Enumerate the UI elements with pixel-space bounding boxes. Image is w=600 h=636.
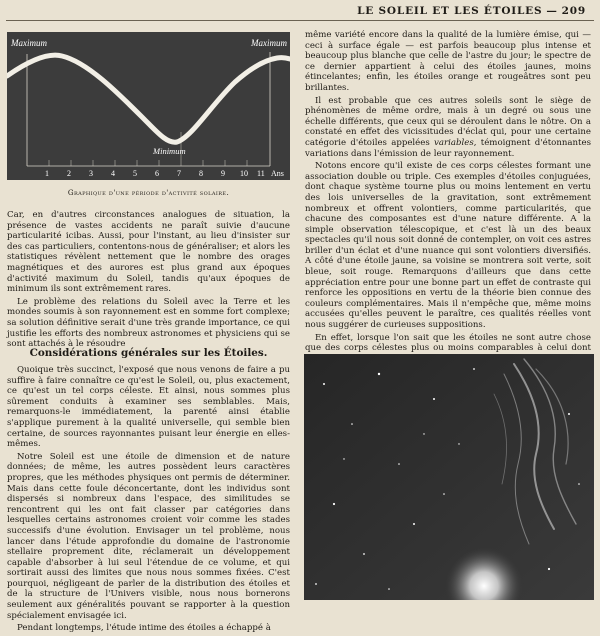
left-column-top xyxy=(7,210,290,352)
tick-6: 6 xyxy=(155,169,159,178)
header-separator: — xyxy=(546,5,558,17)
tick-5: 5 xyxy=(133,169,137,178)
paragraph: Notre Soleil est une étoile de dimension et de nature données; de même, les autres possèdent leurs caractères propres, que les méthodes physiques ont permis de déterminer. Mais dans cette foule déconcertante, dont les individus sont dispersés si nombreux dans l'espace, des similitudes se rencontrent qui les ont fait classer par catégories dans lesquelles certains astronomes croient voir comme les stades successifs d'une évolution. Envisager un tel problème, nous lancer dans l'étude approfondie du domaine de l'astronomie stellaire proprement dite, réclamerait un développement capable d'absorber à lui seul l'étendue de ce volume, et qui sortirait aussi des limites que nous nous sommes fixées. C'est pourquoi, négligeant de parler de la distribution des étoiles et de la structure de l'Univers visible, nous nous bornerons seulement aux généralités pouvant se rapporter à la question spécialement envisagée ici. xyxy=(7,451,290,621)
tick-years: Ans xyxy=(271,169,284,178)
left-column-bottom xyxy=(7,365,290,636)
paragraph xyxy=(305,96,591,160)
min-label: Minimum xyxy=(153,146,186,156)
section-heading: Considérations générales sur les Étoiles. xyxy=(29,347,268,359)
nebula-photograph xyxy=(304,354,594,600)
paragraph: Notons encore qu'il existe de ces corps célestes formant une association double ou triple. Ces exemples d'étoiles conjuguées, dont chaque système tourne plus ou moins lentement en vertu des lois universelles de la gravitation, sont extrêmement nombreux et offrent volontiers, comme particularités, que chacune des composantes est d'une nature différente. A la simple observation télescopique, et c'est là un des beaux spectacles qu'il nous soit donné de contempler, on voit ces astres briller d'un éclat et d'une nuance qui sont volontiers diversifiés. A côté d'une étoile jaune, sa voisine se montrera soit verte, soit bleue, soit rouge. Remarquons d'ailleurs que dans cette appréciation entre pour une bonne part un effet de contraste qui renforce les oppositions en vertu de la théorie bien connue des couleurs complémentaires. Mais il n'empêche que, même moins accusées qu'elles peuvent le paraître, ces qualités réelles vont nous suggérer de curieuses suppositions. xyxy=(305,161,591,331)
figure-caption: Graphique d'une période d'activité solaire. xyxy=(67,188,230,197)
running-header xyxy=(300,5,586,17)
paragraph-part: , témoignent d'étonnantes variations dans l'émission de leur rayonnement. xyxy=(305,137,592,159)
max-label-left: Maximum xyxy=(11,38,47,48)
paragraph: Le problème des relations du Soleil avec la Terre et les mondes soumis à son rayonnement est en somme fort complexe; sa solution définitive serait d'une très grande importance, ce qui justifie les efforts des nombreux astronomes et physiciens qui se sont attachés à le résoudre xyxy=(7,296,290,350)
tick-11: 11 xyxy=(257,169,265,178)
tick-10: 10 xyxy=(240,169,248,178)
tick-3: 3 xyxy=(89,169,93,178)
tick-2: 2 xyxy=(67,169,71,178)
paragraph: En effet, lorsque l'on sait que les étoiles ne sont autre chose que des corps célestes plus ou moins comparables à celui dont xyxy=(305,332,591,354)
tick-8: 8 xyxy=(199,169,203,178)
header-rule xyxy=(6,20,594,21)
tick-1: 1 xyxy=(45,169,49,178)
paragraph-part: Il est probable que ces autres soleils sont le siège de phénomènes de même ordre, mais à un degré ou sous une échelle différents, que ceux qui se déroulent dans le nôtre. On a constaté en effet des vicissitudes d'éclat qui, pour une certaine catégorie d'étoiles appelées xyxy=(305,95,591,148)
tick-7: 7 xyxy=(177,169,181,178)
page-number: 209 xyxy=(561,5,586,17)
paragraph: Pendant longtemps, l'étude intime des étoiles a échappé à xyxy=(17,623,271,634)
header-title: LE SOLEIL ET LES ÉTOILES xyxy=(357,5,543,17)
paragraph: Car, en d'autres circonstances analogues de situation, la présence de vastes accidents ne paraît suivie d'aucune particularité icibas. Aussi, pour l'instant, au lieu d'insister sur des cas particuliers, contentons-nous de généraliser; et alors les statistiques révèlent nettement que le nombre des orages magnétiques et des aurores est plus grand aux époques d'activité maximum du Soleil, tandis qu'aux époques de minimum ils sont extrêmement rares. xyxy=(7,210,290,295)
right-column xyxy=(305,30,591,388)
max-label-right: Maximum xyxy=(251,38,287,48)
tick-4: 4 xyxy=(111,169,115,178)
paragraph: même variété encore dans la qualité de la lumière émise, qui — ceci à surface égale — est parfois beaucoup plus intense et beaucoup plus blanche que celle de l'astre du jour; le spectre de ce dernier appartient à celui des étoiles jaunes, moins étincelantes; enfin, les étoiles orange et rougeâtres sont peu brillantes. xyxy=(305,30,591,93)
solar-activity-graph xyxy=(7,32,290,180)
paragraph: Quoique très succinct, l'exposé que nous venons de faire a pu suffire à faire connaître ce qu'est le Soleil, ou, plus exactement, ce qu'est un tel corps céleste. Et ainsi, nous sommes plus sûrement conduits à examiner ses semblables. Mais, remarquons-le immédiatement, la parenté ainsi établie s'applique purement à la qualité universelle, qui semble bien certaine, de sources rayonnantes puisant leur énergie en elles-mêmes. xyxy=(7,365,290,450)
emphasis-variables: variables xyxy=(434,137,474,148)
tick-9: 9 xyxy=(221,169,225,178)
